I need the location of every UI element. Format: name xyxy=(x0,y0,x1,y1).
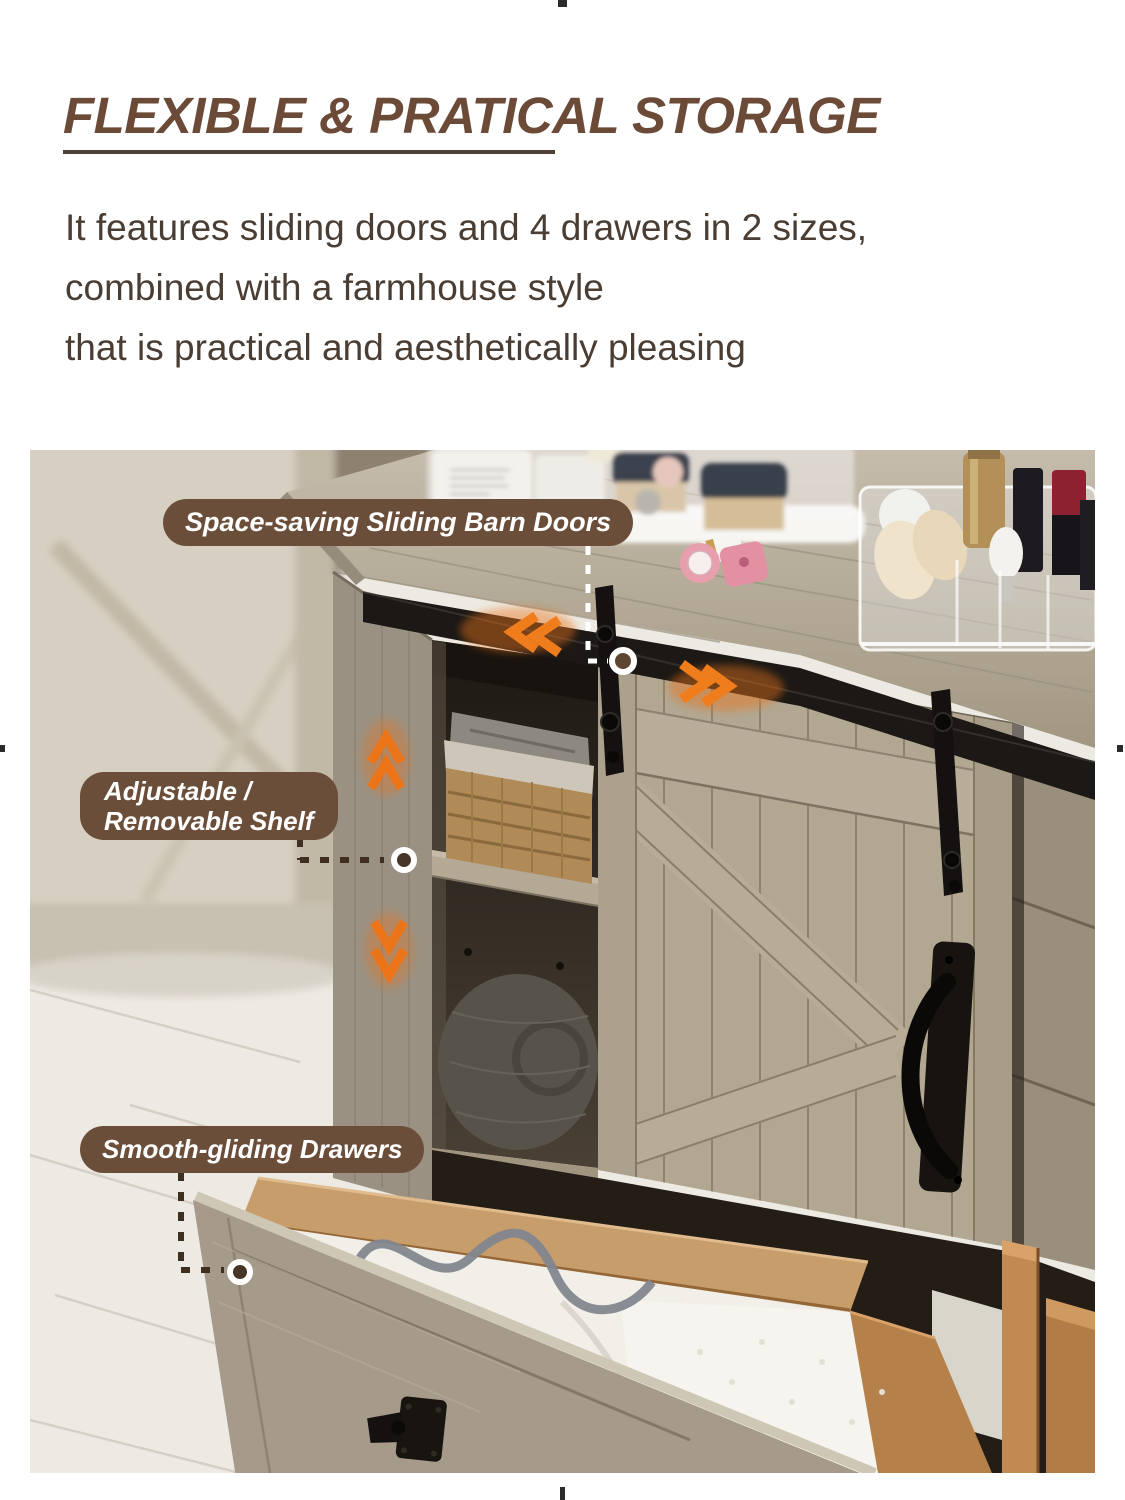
marker-ring-drawers xyxy=(230,1262,250,1282)
product-photo xyxy=(30,450,1095,1473)
intro-line-3: that is practical and aesthetically pleasing xyxy=(65,327,746,368)
crop-mark-bottom xyxy=(560,1487,565,1500)
title-underline xyxy=(63,150,555,154)
intro-text xyxy=(65,198,867,378)
crop-mark-left xyxy=(0,745,5,752)
product-photo-illustration xyxy=(30,450,1095,1473)
callout-sliding-doors xyxy=(163,499,633,546)
callout-sliding-doors-label: Space-saving Sliding Barn Doors xyxy=(185,507,612,537)
callout-shelf-line1: Adjustable / xyxy=(104,776,252,806)
marker-ring-sliding-doors xyxy=(612,650,634,672)
wicker-basket xyxy=(444,712,594,884)
callout-shelf-line2: Removable Shelf xyxy=(104,806,314,836)
marker-ring-shelf xyxy=(394,850,414,870)
intro-line-2: combined with a farmhouse style xyxy=(65,267,604,308)
callout-shelf xyxy=(80,772,338,840)
right-drawer-fronts xyxy=(1012,722,1095,1270)
crop-mark-top xyxy=(558,0,567,7)
crop-mark-right xyxy=(1117,745,1123,752)
side-panel xyxy=(333,572,432,1205)
page-title: FLEXIBLE & PRATICAL STORAGE xyxy=(63,87,880,144)
intro-line-1: It features sliding doors and 4 drawers in 2 sizes, xyxy=(65,207,868,248)
callout-drawers-label: Smooth-gliding Drawers xyxy=(102,1134,403,1164)
callout-drawers xyxy=(80,1126,424,1173)
